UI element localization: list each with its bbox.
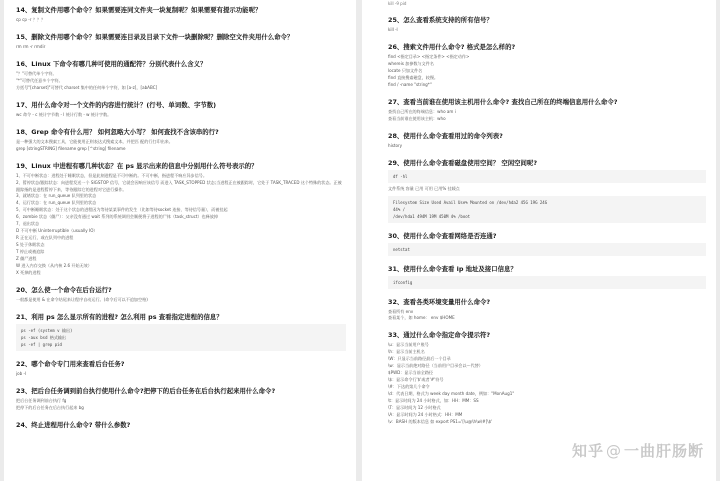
question-20-title: 20、怎么使一个命令在后台运行? <box>16 285 112 294</box>
code-line: 44% / <box>393 206 406 212</box>
answer-line: \h：显示当前主机名 <box>388 349 425 355</box>
answer-33 <box>388 342 706 425</box>
answer-line: \T：显示时间为 12 小时格式 <box>388 405 441 411</box>
answer-line: find 直接搜索磁盘，较慢。 <box>388 74 439 80</box>
answer-line: grep [stringSTRING] filename grep [^string] filename <box>16 145 126 151</box>
answer-line: 1、不可中断状态：进程处于睡眠状态，但是此刻进程是不可中断的。不可中断，指进程不响应异步信号。 <box>16 172 207 178</box>
question-26-title: 26、搜索文件用什么命令? 格式是怎么样的? <box>388 42 516 51</box>
answer-line: W 进入内存交换（从内核 2.6 开始无效） <box>16 263 92 269</box>
question-28-title: 28、使用什么命令查看用过的命令列表? <box>388 131 503 140</box>
answer-24-continued: kill -9 pid <box>388 1 407 6</box>
answer-line: 7、退出状态 <box>16 221 40 227</box>
answer-18 <box>16 139 346 153</box>
answer-line: \A：显示时间为 24 小时格式：HH：MM <box>388 411 463 417</box>
answer-27 <box>388 109 706 123</box>
question-23-title: 23、把后台任务调到前台执行使用什么命令?把停下的后台任务在后台执行起来用什么命令? <box>16 386 276 395</box>
code-block-29b <box>388 196 706 223</box>
answer-line: R 正在运行，或在队列中的进程 <box>16 235 74 241</box>
answer-line: 把停下的后台任务在后台执行起来 bg <box>16 404 84 410</box>
question-16-title: 16、Linux 下命令有哪几种可使用的通配符？分别代表什么含义？ <box>16 59 207 68</box>
answer-26 <box>388 54 706 89</box>
answer-28 <box>388 143 706 150</box>
answer-19 <box>16 173 346 277</box>
answer-line: 5、可中断睡眠状态：处于这个状态的进程因为等待某某事件的发生（比如等待socket 连接、等待信号量），而被挂起 <box>16 207 228 213</box>
answer-line: 方括号"[charset]"可替代 charset 集中的任何单个字符，如 [a-z]，[abABC] <box>16 84 158 90</box>
code-line: ps -ef | grep pid <box>21 341 62 347</box>
zhihu-watermark <box>572 440 704 461</box>
question-19-title: 19、Linux 中进程有哪几种状态？在 ps 显示出来的信息中分别用什么符号表示的？ <box>16 161 258 170</box>
code-line: /dev/hda1 494M 19M 450M 4% /boot <box>393 213 471 219</box>
question-24-title: 24、终止进程用什么命令? 带什么参数? <box>16 420 131 429</box>
question-25-title: 25、怎么查看系统支持的所有信号？ <box>388 16 493 24</box>
answer-line: locate 只加文件名 <box>388 67 423 73</box>
answer-line: 查看当前谁在使用该主机：who <box>388 115 446 121</box>
answer-line: 查看某个，如 home： env $HOME <box>388 315 455 321</box>
question-27-title: 27、查看当前谁在使用该主机用什么命令? 查找自己所在的终端信息用什么命令? <box>388 97 618 106</box>
question-21-title: 21、利用 ps 怎么显示所有的进程? 怎么利用 ps 查看指定进程的信息？ <box>16 312 223 321</box>
question-15-title: 15、删除文件用哪个命令？如果需要连目录及目录下文件一块删除呢？删除空文件夹用什么命令？ <box>16 32 294 41</box>
answer-line: \t：显示时间为 24 小时格式，如：HH：MM：SS <box>388 398 479 404</box>
code-line: ifconfig <box>393 279 413 285</box>
answer-line: X 死掉的进程 <box>16 269 41 275</box>
answer-20 <box>16 297 346 304</box>
right-page <box>362 0 716 481</box>
answer-line: cp cp -r ？？？ <box>16 17 46 22</box>
answer-25 <box>388 27 706 34</box>
answer-17 <box>16 112 346 119</box>
code-line: Filesystem Size Used Avail Use% Mounted on /dev/hda2 45G 19G 24G <box>393 199 548 205</box>
answer-line: \w：显示当前绝对路径（当前用户目录会以～代替） <box>388 363 483 369</box>
answer-14 <box>16 17 346 24</box>
answer-line: $PWD：显示当前全路径 <box>388 370 434 376</box>
answer-line: T 停止或被追踪 <box>16 249 45 255</box>
left-page <box>4 0 356 481</box>
answer-line: \u：显示当前用户账号 <box>388 342 429 348</box>
answer-22 <box>16 371 346 378</box>
answer-line: 4、运行状态：在 run_queue 队列里的状态 <box>16 200 97 206</box>
answer-line: wc 命令 - c 统计字节数 - l 统计行数 - w 统计字数。 <box>16 111 112 117</box>
question-33-title: 33、通过什么命令指定命令提示符? <box>388 331 491 340</box>
answer-line: find / -name "string*" <box>388 81 432 87</box>
answer-line: \W：只显示当前路径最后一个目录 <box>388 356 451 362</box>
answer-23 <box>16 398 346 412</box>
question-29-title: 29、使用什么命令查看磁盘使用空间？ 空闲空间呢? <box>388 158 538 167</box>
answer-line: \d：代表日期，格式为 week day month date，例如："MonAug1" <box>388 391 515 397</box>
answer-line: \#：下达的第几个命令 <box>388 384 430 390</box>
question-30-title: 30、使用什么命令查看网络是否连通? <box>388 231 497 240</box>
question-14-title: 14、复制文件用哪个命令？如果需要连同文件夹一块复制呢？如果需要有提示功能呢？ <box>16 6 262 14</box>
answer-line: 2、暂停状态/跟踪状态：向进程发送一个 SIGSTOP 信号，它就会因响应该信号 而进入 TASK_STOPPED 状态;当进程正在被跟踪时，它处于 TASK_TRACED 这个特殊的状态。正被 <box>16 179 342 185</box>
answer-line: D 不可中断 Uninterruptible（usually IO） <box>16 228 98 234</box>
watermark-at: @ <box>605 442 622 460</box>
answer-line: S 处于休眠状态 <box>16 242 45 248</box>
answer-32 <box>388 309 706 323</box>
answer-16 <box>16 71 346 92</box>
watermark-author: 一曲肝肠断 <box>623 442 704 460</box>
question-17-title: 17、用什么命令对一个文件的内容进行统计？(行号、单词数、字节数) <box>16 100 217 109</box>
code-block-31 <box>388 276 706 289</box>
answer-line: "*"可替代任意多个字符。 <box>16 77 63 83</box>
watermark-brand: 知乎 <box>571 442 604 460</box>
answer-line: history <box>388 142 403 148</box>
code-line: ps -aux bsd 格式输出 <box>21 334 66 340</box>
answer-line: 一般都是使用 & 在命令结尾来让程序自动运行。(命令后可以不追加空格) <box>16 296 148 302</box>
answer-line: kill -l <box>388 27 398 32</box>
answer-line: whereis 加参数与文件名 <box>388 60 434 66</box>
answer-line: Z 僵尸进程 <box>16 256 37 262</box>
answer-line: find <指定目录> <指定条件> <指定动作> <box>388 53 470 59</box>
code-line: netstat <box>393 246 410 252</box>
answer-line: \v：BASH 的版本信息 如 export PS1='[\u@\h\w\#]\$' <box>388 418 493 424</box>
answer-line: 把后台任务调到前台执行 fg <box>16 397 67 403</box>
code-block-30 <box>388 243 706 256</box>
answer-line: 是一种强大的文本搜索工具，它能使用正则表达式搜索文本，并把匹 配的行打印出来。 <box>16 138 173 144</box>
answer-line: rm rm -r rmdir <box>16 43 46 49</box>
code-block-29a <box>388 170 706 183</box>
answer-line: \$：显示命令行'$'或者'#'符号 <box>388 377 444 383</box>
answer-line: 查看所有 env <box>388 308 414 314</box>
question-32-title: 32、查看各类环境变量用什么命令? <box>388 297 491 306</box>
answer-line: 跟踪指的是进程暂停下来，等待跟踪它的进程对它进行操作。 <box>16 186 127 192</box>
code-block-21 <box>16 324 346 351</box>
question-22-title: 22、哪个命令专门用来查看后台任务? <box>16 359 125 368</box>
answer-line: job -l <box>16 370 27 376</box>
answer-line: 查找自己所在的终端信息：who am i <box>388 108 456 114</box>
answer-line: 3、就绪状态：在 run_queue 队列里的状态 <box>16 193 97 199</box>
answer-15 <box>16 44 346 51</box>
code-line: df -hl <box>393 173 408 179</box>
code-line: ps -ef (system v 输出) <box>21 327 73 333</box>
answer-29 <box>388 186 706 193</box>
answer-line: 6、zombie 状态（僵尸）：父亲没有通过 wait 系列的系统调用会顺便将子进程的尸体（task_struct）也释放掉 <box>16 214 218 220</box>
question-31-title: 31、使用什么命令查看 ip 地址及接口信息？ <box>388 264 517 273</box>
question-18-title: 18、Grep 命令有什么用？ 如何忽略大小写？ 如何查找不含该串的行? <box>16 127 219 136</box>
answer-line: 文件系统 容量 已用 可用 已用% 挂载点 <box>388 185 460 191</box>
answer-line: "？"可替代单个字符。 <box>16 70 57 76</box>
